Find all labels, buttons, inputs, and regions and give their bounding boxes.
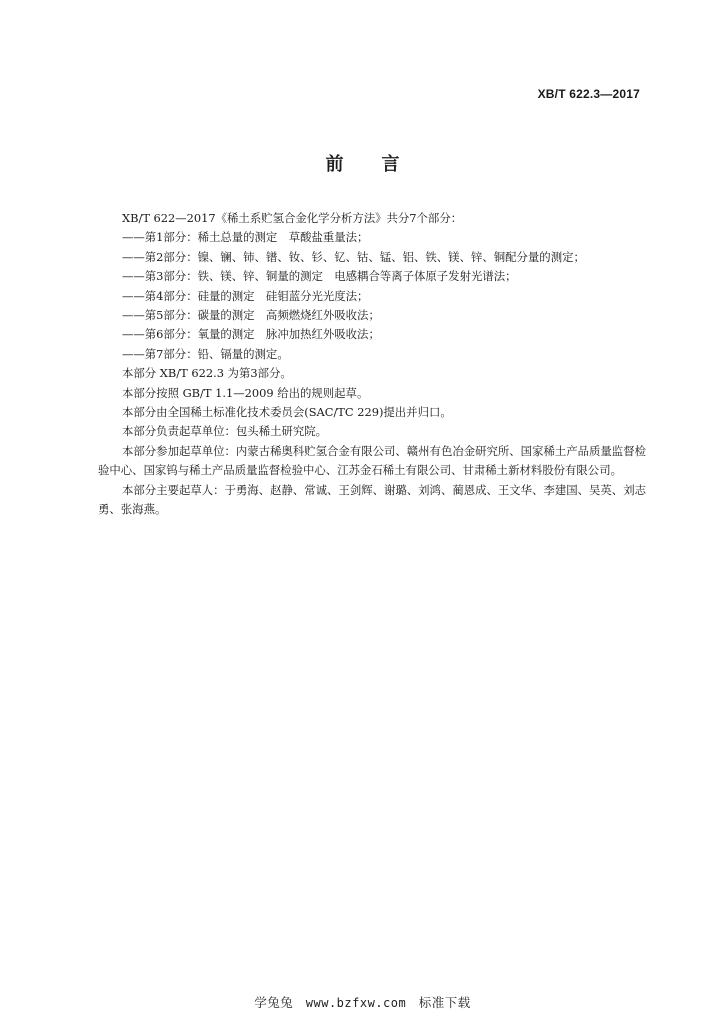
standard-code: XB/T 622.3—2017 xyxy=(537,87,640,101)
part-item-5: ——第5部分：碳量的测定 高频燃烧红外吸收法； xyxy=(122,308,380,323)
footer-tagline: 标准下载 xyxy=(418,995,471,1010)
paragraph-lead-drafter: 本部分负责起草单位：包头稀土研究院。 xyxy=(122,424,328,439)
paragraph-part-number: 本部分 XB/T 622.3 为第3部分。 xyxy=(122,366,292,381)
intro-paragraph: XB/T 622—2017《稀土系贮氢合金化学分析方法》共分7个部分： xyxy=(122,211,463,225)
paragraph-participating-units: 本部分参加起草单位：内蒙古稀奥科贮氢合金有限公司、赣州有色冶金研究所、国家稀土产品质量监督检验中心、国家钨与稀土产品质量监督检验中心、江苏金石稀土有限公司、甘肃稀土新材料股份有限公司。 xyxy=(98,443,646,478)
footer-site-name: 学兔兔 xyxy=(254,995,294,1010)
part-item-2: ——第2部分：镍、镧、铈、镨、钕、钐、钇、钴、锰、铝、铁、镁、锌、铜配分量的测定； xyxy=(122,249,585,264)
page-title: 前言 xyxy=(325,154,438,175)
footer-watermark xyxy=(0,993,725,1011)
footer-url[interactable]: www.bzfxw.com xyxy=(305,996,407,1010)
paragraph-main-drafters: 本部分主要起草人：于勇海、赵静、常诚、王剑辉、谢璐、刘鸿、蔺恩成、王文华、李建国、吴英、刘志勇、张海燕。 xyxy=(98,482,646,517)
part-item-4: ——第4部分：硅量的测定 硅钼蓝分光光度法； xyxy=(122,288,369,303)
part-item-1: ——第1部分：稀土总量的测定 草酸盐重量法； xyxy=(122,230,369,245)
part-item-7: ——第7部分：铅、镉量的测定。 xyxy=(122,346,289,361)
paragraph-drafting-rules: 本部分按照 GB/T 1.1—2009 给出的规则起草。 xyxy=(122,385,369,400)
paragraph-proposer: 本部分由全国稀土标准化技术委员会(SAC/TC 229)提出并归口。 xyxy=(122,405,452,420)
part-item-3: ——第3部分：铁、镁、锌、铜量的测定 电感耦合等离子体原子发射光谱法； xyxy=(122,269,517,284)
foreword-body xyxy=(98,209,646,520)
part-item-6: ——第6部分：氧量的测定 脉冲加热红外吸收法； xyxy=(122,327,380,342)
